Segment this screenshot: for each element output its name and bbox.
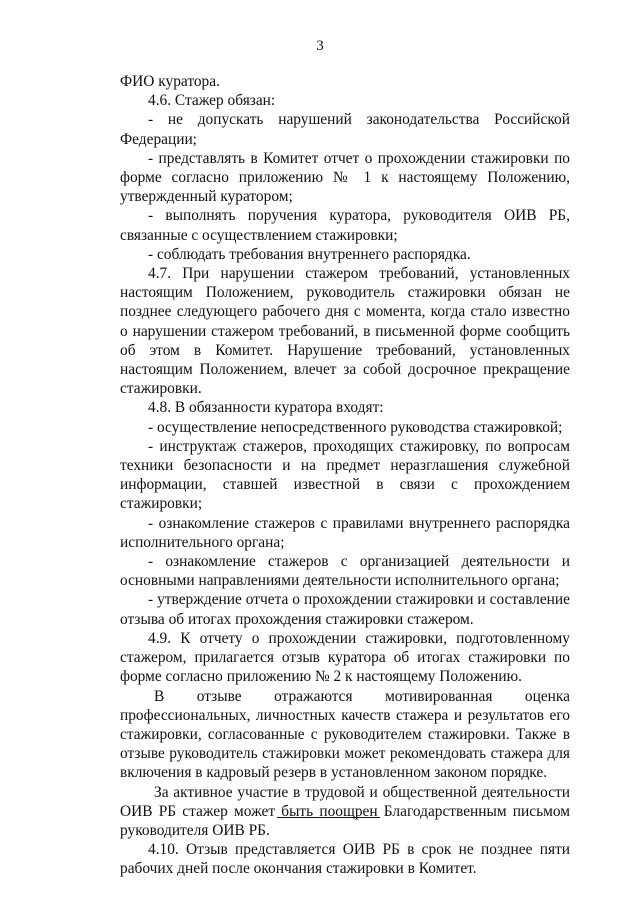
paragraph: 4.10. Отзыв представляется ОИВ РБ в срок не позднее пяти рабочих дней после окончания стажировки в Комитет.	[120, 841, 570, 878]
paragraph: 4.7. При нарушении стажером требований, установленных настоящим Положением, руководитель стажировки обязан не позднее следующего рабочего дня с момента, когда стало известно о нарушении стажером требований, в письменной форме сообщить об этом в Комитет. Нарушение требований, установленных настоящим Положением, влечет за собой досрочное прекращение стажировки.	[120, 265, 570, 398]
list-item: - осуществление непосредственного руководства стажировкой;	[148, 418, 563, 436]
list-item: - ознакомление стажеров с организацией деятельности и основными направлениями деятельности исполнительного органа;	[120, 553, 570, 590]
paragraph: 4.9. К отчету о прохождении стажировки, подготовленному стажером, прилагается отзыв куратора об итогах стажировки по форме согласно приложению № 2 к настоящему Положению.	[120, 629, 570, 686]
document-body	[120, 72, 570, 879]
paragraph: В отзыве отражаются мотивированная оценка профессиональных, личностных качеств стажера и результатов его стажировки, согласованные с руководителем стажировки. Также в отзыве руководитель стажировки может рекомендовать стажера для включения в кадровый резерв в установленном законом порядке.	[120, 687, 570, 782]
list-item: - не допускать нарушений законодательства Российской Федерации;	[120, 111, 570, 148]
list-item: - утверждение отчета о прохождении стажировки и составление отзыва об итогах прохождения стажировки стажером.	[120, 591, 570, 628]
list-item: - выполнять поручения куратора, руководителя ОИВ РБ, связанные с осуществлением стажировки;	[120, 207, 570, 244]
paragraph: 4.8. В обязанности куратора входят:	[148, 399, 384, 417]
list-item: - инструктаж стажеров, проходящих стажировку, по вопросам техники безопасности и на предмет неразглашения служебной информации, ставшей известной в связи с прохождением стажировки;	[120, 437, 570, 513]
paragraph: За активное участие в трудовой и общественной деятельности ОИВ РБ стажер может быть поощрен Благодарственным письмом руководителя ОИВ РБ.	[120, 783, 570, 839]
page-number: 3	[316, 38, 324, 54]
list-item: - ознакомление стажеров с правилами внутреннего распорядка исполнительного органа;	[120, 514, 570, 551]
list-item: - соблюдать требования внутреннего распорядка.	[148, 245, 471, 263]
paragraph: 4.6. Стажер обязан:	[148, 92, 276, 110]
paragraph: ФИО куратора.	[120, 73, 220, 90]
end-rule	[277, 817, 380, 818]
list-item: - представлять в Комитет отчет о прохождении стажировки по форме согласно приложению № 1 к настоящему Положению, утвержденный куратором;	[120, 149, 570, 206]
